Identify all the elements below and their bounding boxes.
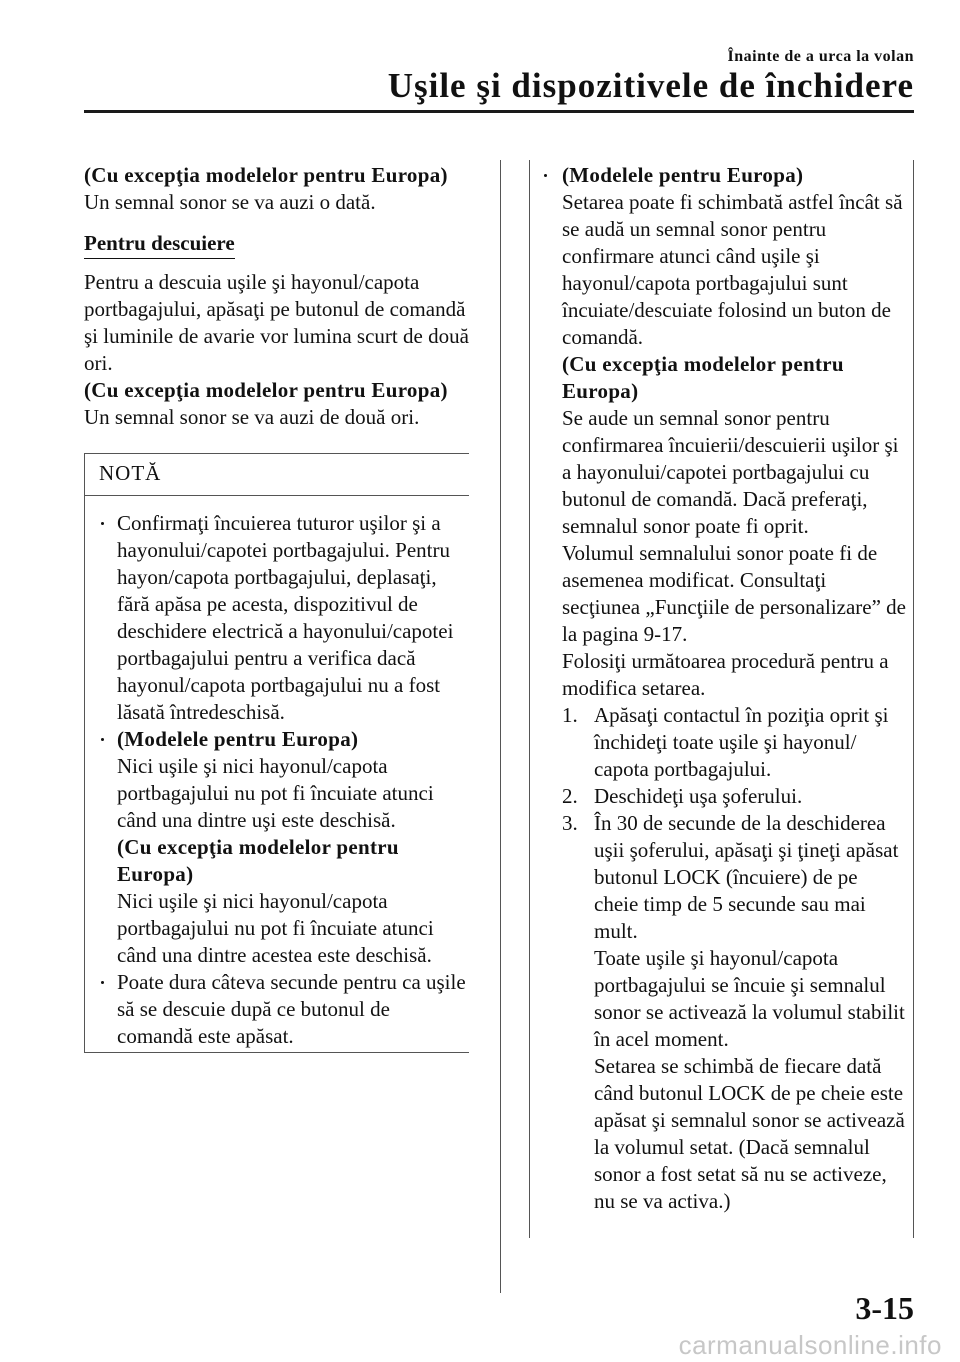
bullet-dot-icon bbox=[544, 174, 547, 177]
note-bullet bbox=[99, 726, 469, 969]
paragraph: Un semnal sonor se va auzi o dată. bbox=[84, 190, 376, 214]
note-bullet-text: Confirmaţi încuierea tuturor uşilor şi a hayonului/capotei portbagajului. Pentru hayon/capota portbagajului, deplasaţi, fără apăsa pe acesta, dispozitivul de deschidere electrică a hayonului/capotei portbagajului pentru a verifica dacă hayonul/capota portbagajului nu a fost lăsată întredeschisă. bbox=[117, 511, 454, 724]
step-number: 1. bbox=[562, 703, 578, 727]
procedure-step bbox=[562, 702, 906, 783]
procedure-step bbox=[562, 783, 906, 810]
bullet-dot-icon bbox=[101, 981, 104, 984]
paragraph: Pentru a descuia uşile şi hayonul/capota portbagajului, apăsaţi pe butonul de comandă şi luminile de avarie vor lumina scurt de două ori. bbox=[84, 270, 469, 375]
note-bullet-bold: (Cu excepţia modelelor pentru Europa) bbox=[117, 835, 399, 886]
bullet-dot-icon bbox=[101, 738, 104, 741]
step-text: În 30 de secunde de la deschiderea uşii şoferului, apăsaţi şi ţineţi apăsat butonul LOCK (încuiere) de pe cheie timp de 5 secunde sau mai mult. bbox=[594, 811, 899, 943]
paragraph: Folosiţi următoarea procedură pentru a modifica setarea. bbox=[562, 649, 889, 700]
note-bullet bbox=[99, 510, 469, 726]
section-title: Uşile şi dispozitivele de închidere bbox=[387, 66, 914, 105]
page-number: 3-15 bbox=[855, 1290, 914, 1326]
step-number: 2. bbox=[562, 784, 578, 808]
column-divider bbox=[500, 160, 501, 1293]
paragraph: Volumul semnalului sonor poate fi de asemenea modificat. Consultaţi secţiunea „Funcţiile de personalizare” de la pagina 9-17. bbox=[562, 541, 906, 646]
note-bullet-text: Nici uşile şi nici hayonul/capota portbagajului nu pot fi încuiate atunci când una dintre uşi este deschisă. bbox=[117, 754, 434, 832]
right-column-rule-right bbox=[913, 160, 914, 1238]
header-rule bbox=[84, 110, 914, 113]
paragraph-bold: (Cu excepţia modelelor pentru Europa) bbox=[562, 352, 844, 403]
procedure-step bbox=[562, 810, 906, 1215]
step-text: Setarea se schimbă de fiecare dată când butonul LOCK de pe cheie este apăsat şi semnalul sonor se activează la volumul setat. (Dacă semnalul sonor a fost setat să nu se activeze, nu se va activa.) bbox=[594, 1054, 905, 1213]
subheading-descuiere: Pentru descuiere bbox=[84, 230, 235, 259]
paragraph: Setarea poate fi schimbată astfel încât să se audă un semnal sonor pentru confirmare atunci când uşile şi hayonul/capota portbagajului sunt încuiate/descuiate folosind un buton de comandă. bbox=[562, 190, 903, 349]
paragraph-bold: (Modelele pentru Europa) bbox=[562, 163, 804, 187]
note-body bbox=[85, 496, 469, 1052]
note-bullet-bold: (Modelele pentru Europa) bbox=[117, 727, 359, 751]
note-bullet bbox=[99, 969, 469, 1050]
left-column bbox=[84, 162, 476, 1053]
step-text: Deschideţi uşa şoferului. bbox=[594, 784, 803, 808]
paragraph: Un semnal sonor se va auzi de două ori. bbox=[84, 405, 420, 429]
note-bullet-text: Poate dura câteva secunde pentru ca uşile să se descuie după ce butonul de comandă este apăsat. bbox=[117, 970, 466, 1048]
note-title: NOTĂ bbox=[85, 454, 469, 496]
note-bullet-text: Nici uşile şi nici hayonul/capota portbagajului nu pot fi încuiate atunci când una dintre acestea este deschisă. bbox=[117, 889, 434, 967]
note-box bbox=[84, 453, 469, 1053]
paragraph: Se aude un semnal sonor pentru confirmarea încuierii/descuierii uşilor şi a hayonului/capotei portbagajului cu butonul de comandă. Dacă preferaţi, semnalul sonor poate fi oprit. bbox=[562, 406, 899, 538]
step-text: Toate uşile şi hayonul/capota portbagajului se încuie şi semnalul sonor se activează la volumul stabilit în acel moment. bbox=[594, 946, 905, 1051]
step-text: Apăsaţi contactul în poziţia oprit şi închideţi toate uşile şi hayonul/ capota portbagajului. bbox=[594, 703, 889, 781]
running-head: Înainte de a urca la volan bbox=[727, 48, 914, 65]
right-bullet bbox=[544, 162, 906, 1215]
right-column bbox=[544, 162, 906, 1215]
step-number: 3. bbox=[562, 811, 578, 835]
bullet-dot-icon bbox=[101, 522, 104, 525]
paragraph-bold: (Cu excepţia modelelor pentru Europa) bbox=[84, 378, 448, 402]
watermark: carmanualsonline.info bbox=[678, 1330, 942, 1360]
right-column-rule-left bbox=[529, 160, 530, 1238]
paragraph-bold: (Cu excepţia modelelor pentru Europa) bbox=[84, 163, 448, 187]
